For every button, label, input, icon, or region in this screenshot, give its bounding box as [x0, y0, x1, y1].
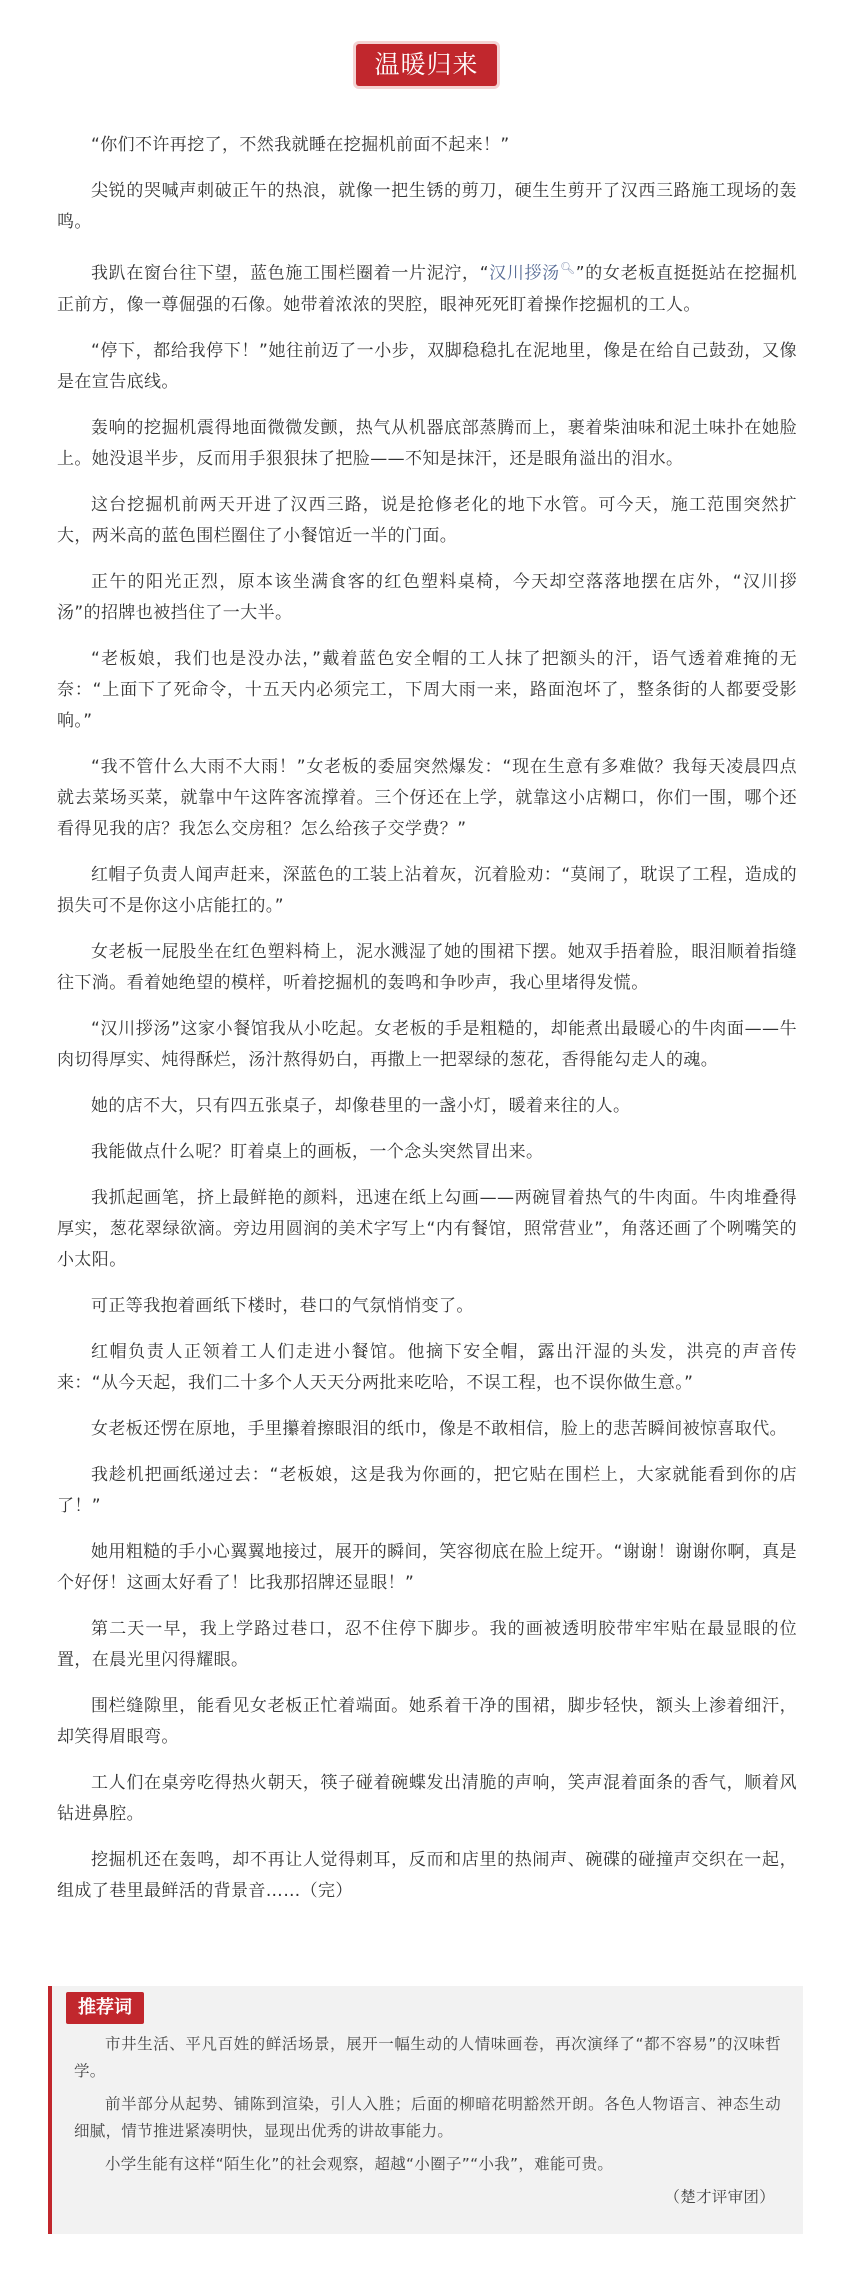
paragraph: 我能做点什么呢？盯着桌上的画板，一个念头突然冒出来。 [91, 1141, 544, 1162]
paragraph: 我趁机把画纸递过去：“老板娘，这是我为你画的，把它贴在围栏上，大家就能看到你的店了！” [57, 1464, 797, 1516]
paragraph: “汉川拶汤”这家小餐馆我从小吃起。女老板的手是粗糙的，却能煮出最暖心的牛肉面——牛肉切得厚实、炖得酥烂，汤汁熬得奶白，再撒上一把翠绿的葱花，香得能勾走人的魂。 [57, 1018, 797, 1070]
paragraph: 轰响的挖掘机震得地面微微发颤，热气从机器底部蒸腾而上，裹着柴油味和泥土味扑在她脸上。她没退半步，反而用手狠狠抹了把脸——不知是抹汗，还是眼角溢出的泪水。 [57, 417, 797, 469]
paragraph: 她的店不大，只有四五张桌子，却像巷里的一盏小灯，暖着来往的人。 [91, 1095, 631, 1116]
paragraph-text: 我趴在窗台往下望，蓝色施工围栏圈着一片泥泞，“ [91, 263, 489, 284]
paragraph [57, 253, 797, 321]
search-link[interactable]: 汉川拶汤 [488, 263, 560, 284]
paragraph: 围栏缝隙里，能看见女老板正忙着端面。她系着干净的围裙，脚步轻快，额头上渗着细汗，却笑得眉眼弯。 [57, 1695, 797, 1747]
article-body [57, 130, 797, 1922]
article-title: 温暖归来 [356, 44, 496, 86]
paragraph: 可正等我抱着画纸下楼时，巷口的气氛悄悄变了。 [91, 1295, 474, 1316]
paragraph: 正午的阳光正烈，原本该坐满食客的红色塑料桌椅，今天却空落落地摆在店外，“汉川拶汤”的招牌也被挡住了一大半。 [57, 571, 797, 623]
paragraph: 我抓起画笔，挤上最鲜艳的颜料，迅速在纸上勾画——两碗冒着热气的牛肉面。牛肉堆叠得厚实，葱花翠绿欲滴。旁边用圆润的美术字写上“内有餐馆，照常营业”，角落还画了个咧嘴笑的小太阳。 [57, 1187, 797, 1270]
paragraph: 挖掘机还在轰鸣，却不再让人觉得刺耳，反而和店里的热闹声、碗碟的碰撞声交织在一起，组成了巷里最鲜活的背景音……（完） [57, 1849, 797, 1901]
paragraph: 第二天一早，我上学路过巷口，忍不住停下脚步。我的画被透明胶带牢牢贴在最显眼的位置，在晨光里闪得耀眼。 [57, 1618, 797, 1670]
paragraph: 尖锐的哭喊声刺破正午的热浪，就像一把生锈的剪刀，硬生生剪开了汉西三路施工现场的轰鸣。 [57, 181, 797, 232]
recommendation-paragraph: 市井生活、平凡百姓的鲜活场景，展开一幅生动的人情味画卷，再次演绎了“都不容易”的汉味哲学。 [74, 2035, 781, 2080]
paragraph: “我不管什么大雨不大雨！”女老板的委屈突然爆发：“现在生意有多难做？我每天凌晨四点就去菜场买菜，就靠中午这阵客流撑着。三个伢还在上学，就靠这小店糊口，你们一围，哪个还看得见我的店？我怎么交房租？怎么给孩子交学费？” [57, 756, 797, 839]
recommendation-box [48, 1986, 803, 2234]
recommendation-paragraph: 小学生能有这样“陌生化”的社会观察，超越“小圈子”“小我”，难能可贵。 [105, 2155, 614, 2173]
paragraph-text: ”的女老板直挺挺站在挖掘机正前方，像一尊倔强的石像。她带着浓浓的哭腔，眼神死死盯着操作挖掘机的工人。 [57, 263, 797, 315]
recommendation-body [74, 2031, 781, 2217]
paragraph: 女老板还愣在原地，手里攥着擦眼泪的纸巾，像是不敢相信，脸上的悲苦瞬间被惊喜取代。 [91, 1418, 787, 1439]
paragraph: 红帽负责人正领着工人们走进小餐馆。他摘下安全帽，露出汗湿的头发，洪亮的声音传来：“从今天起，我们二十多个人天天分两批来吃哈，不误工程，也不误你做生意。” [57, 1341, 797, 1393]
paragraph: 女老板一屁股坐在红色塑料椅上，泥水溅湿了她的围裙下摆。她双手捂着脸，眼泪顺着指缝往下淌。看着她绝望的模样，听着挖掘机的轰鸣和争吵声，我心里堵得发慌。 [57, 941, 797, 993]
paragraph: 工人们在桌旁吃得热火朝天，筷子碰着碗蝶发出清脆的声响，笑声混着面条的香气，顺着风钻进鼻腔。 [57, 1772, 797, 1824]
title-container [0, 44, 853, 86]
paragraph: “停下，都给我停下！”她往前迈了一小步，双脚稳稳扎在泥地里，像是在给自己鼓劲，又像是在宣告底线。 [57, 340, 797, 392]
recommendation-signature: （楚才评审团） [664, 2188, 775, 2206]
search-icon[interactable]: 🔍︎ [559, 261, 576, 275]
paragraph: “你们不许再挖了，不然我就睡在挖掘机前面不起来！” [91, 135, 510, 155]
paragraph: 她用粗糙的手小心翼翼地接过，展开的瞬间，笑容彻底在脸上绽开。“谢谢！谢谢你啊，真是个好伢！这画太好看了！比我那招牌还显眼！” [57, 1541, 797, 1593]
recommendation-paragraph: 前半部分从起势、铺陈到渲染，引人入胜；后面的柳暗花明豁然开朗。各色人物语言、神态生动细腻，情节推进紧凑明快，显现出优秀的讲故事能力。 [74, 2095, 781, 2140]
paragraph: “老板娘，我们也是没办法，”戴着蓝色安全帽的工人抹了把额头的汗，语气透着难掩的无奈：“上面下了死命令，十五天内必须完工，下周大雨一来，路面泡坏了，整条街的人都要受影响。” [57, 648, 797, 731]
recommendation-label: 推荐词 [66, 1992, 144, 2024]
paragraph: 这台挖掘机前两天开进了汉西三路，说是抢修老化的地下水管。可今天，施工范围突然扩大，两米高的蓝色围栏圈住了小餐馆近一半的门面。 [57, 494, 797, 546]
paragraph: 红帽子负责人闻声赶来，深蓝色的工装上沾着灰，沉着脸劝：“莫闹了，耽误了工程，造成的损失可不是你这小店能扛的。” [57, 864, 797, 916]
